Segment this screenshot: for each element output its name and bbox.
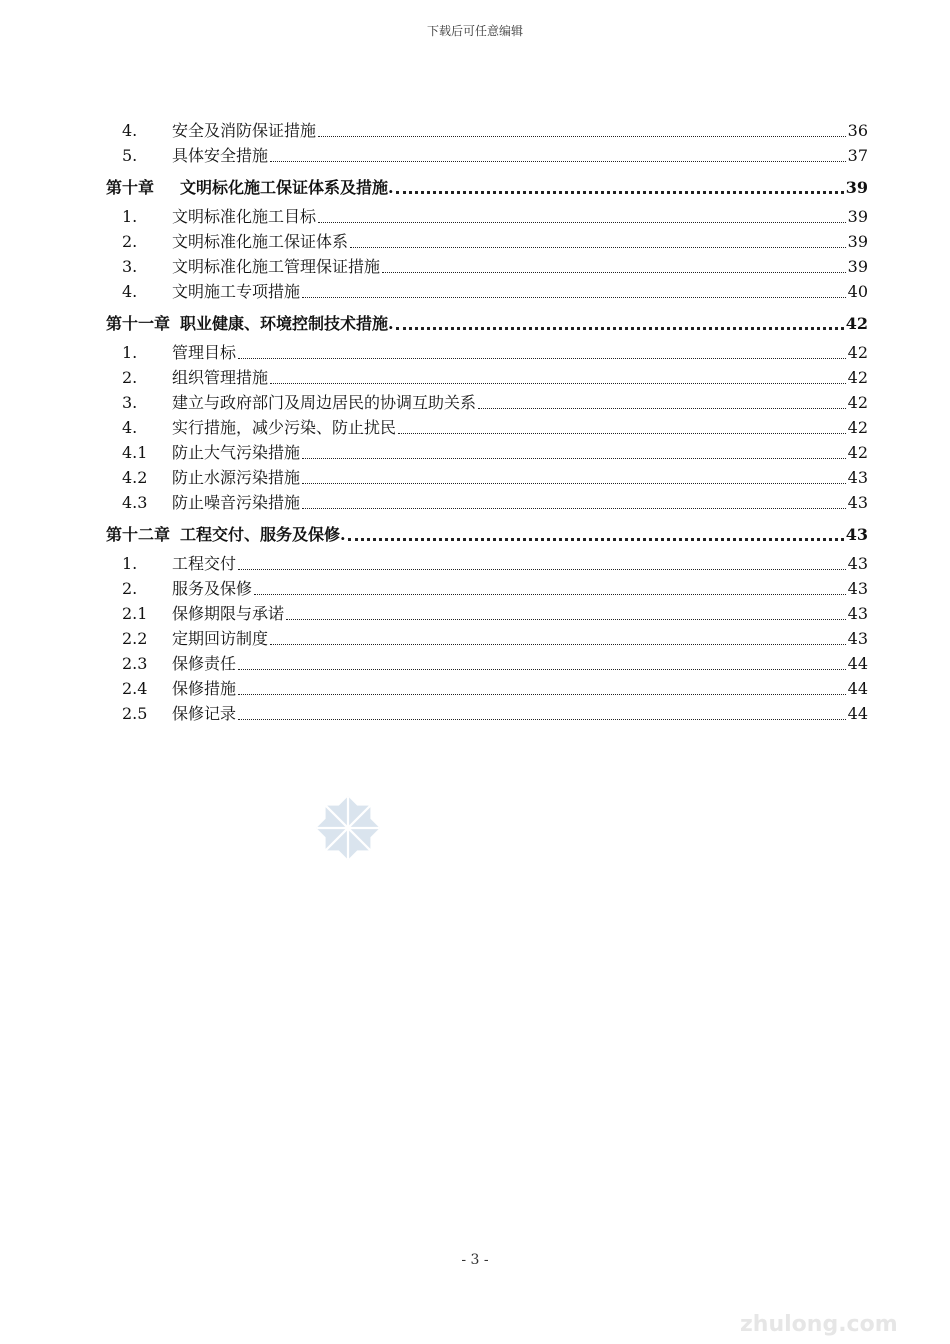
toc-number: 1. xyxy=(122,554,138,573)
toc-number: 2.1 xyxy=(122,604,148,623)
toc-dot-leader xyxy=(238,718,846,720)
toc-title: 文明施工专项措施 xyxy=(172,282,301,301)
toc-dot-leader xyxy=(318,135,846,137)
toc-chapter-row[interactable] xyxy=(106,307,868,334)
brand-watermark: zhulong.com xyxy=(740,1312,898,1337)
toc-number: 第十章 xyxy=(106,178,155,197)
toc-title: 文明标准化施工保证体系 xyxy=(172,232,349,251)
toc-item-row[interactable] xyxy=(106,699,868,724)
toc-page-number: 42 xyxy=(847,368,868,387)
toc-number: 5. xyxy=(122,146,138,165)
toc-dot-leader xyxy=(348,537,844,541)
toc-page-number: 42 xyxy=(847,443,868,462)
toc-dot-leader xyxy=(270,643,846,645)
toc-dot-leader xyxy=(254,593,846,595)
toc-page-number: 44 xyxy=(847,654,868,673)
toc-page-number: 37 xyxy=(847,146,868,165)
toc-title: 实行措施，减少污染、防止扰民 xyxy=(172,418,397,437)
toc-number: 第十一章 xyxy=(106,314,171,333)
toc-item-row[interactable] xyxy=(106,599,868,624)
toc-number: 4.2 xyxy=(122,468,148,487)
toc-title: 文明标准化施工目标 xyxy=(172,207,317,226)
toc-dot-leader xyxy=(270,160,846,162)
toc-page-number: 42 xyxy=(847,418,868,437)
toc-page-number: 43 xyxy=(847,468,868,487)
toc-title: 防止大气污染措施 xyxy=(172,443,301,462)
toc-title: 文明标准化施工管理保证措施 xyxy=(172,257,381,276)
toc-dot-leader xyxy=(238,668,846,670)
toc-title: 建立与政府部门及周边居民的协调互助关系 xyxy=(172,393,477,412)
toc-dot-leader xyxy=(270,382,846,384)
toc-page-number: 40 xyxy=(847,282,868,301)
toc-item-row[interactable] xyxy=(106,649,868,674)
toc-title: 工程交付、服务及保修. xyxy=(180,525,346,544)
toc-dot-leader xyxy=(238,693,846,695)
toc-number: 2. xyxy=(122,579,138,598)
toc-page-number: 43 xyxy=(847,554,868,573)
toc-page-number: 42 xyxy=(845,314,868,333)
toc-item-row[interactable] xyxy=(106,549,868,574)
toc-dot-leader xyxy=(302,482,846,484)
toc-title: 保修期限与承诺 xyxy=(172,604,285,623)
toc-number: 2.4 xyxy=(122,679,148,698)
toc-dot-leader xyxy=(238,568,846,570)
toc-number: 2.3 xyxy=(122,654,148,673)
toc-number: 4.3 xyxy=(122,493,148,512)
toc-title: 具体安全措施 xyxy=(172,146,269,165)
toc-dot-leader xyxy=(318,221,846,223)
toc-chapter-row[interactable] xyxy=(106,518,868,545)
toc-page-number: 43 xyxy=(847,629,868,648)
toc-dot-leader xyxy=(302,507,846,509)
toc-title: 定期回访制度 xyxy=(172,629,269,648)
toc-title: 防止水源污染措施 xyxy=(172,468,301,487)
toc-item-row[interactable] xyxy=(106,227,868,252)
toc-number: 2.2 xyxy=(122,629,148,648)
toc-page-number: 42 xyxy=(847,343,868,362)
toc-dot-leader xyxy=(302,296,846,298)
toc-page-number: 39 xyxy=(845,178,868,197)
table-of-contents xyxy=(106,116,868,724)
toc-chapter-row[interactable] xyxy=(106,171,868,198)
toc-title: 保修责任 xyxy=(172,654,237,673)
toc-item-row[interactable] xyxy=(106,463,868,488)
toc-title: 保修措施 xyxy=(172,679,237,698)
toc-dot-leader xyxy=(396,326,844,330)
toc-item-row[interactable] xyxy=(106,202,868,227)
toc-title: 安全及消防保证措施 xyxy=(172,121,317,140)
toc-dot-leader xyxy=(396,190,844,194)
toc-title: 防止噪音污染措施 xyxy=(172,493,301,512)
toc-title: 组织管理措施 xyxy=(172,368,269,387)
toc-title: 服务及保修 xyxy=(172,579,253,598)
toc-page-number: 36 xyxy=(847,121,868,140)
toc-title: 工程交付 xyxy=(172,554,237,573)
toc-dot-leader xyxy=(382,271,846,273)
watermark-logo-icon xyxy=(292,772,404,884)
toc-number: 1. xyxy=(122,207,138,226)
toc-number: 1. xyxy=(122,343,138,362)
toc-number: 2. xyxy=(122,232,138,251)
toc-dot-leader xyxy=(238,357,846,359)
toc-page-number: 43 xyxy=(845,525,868,544)
toc-number: 3. xyxy=(122,393,138,412)
toc-item-row[interactable] xyxy=(106,413,868,438)
toc-item-row[interactable] xyxy=(106,116,868,141)
toc-page-number: 43 xyxy=(847,493,868,512)
toc-number: 2.5 xyxy=(122,704,148,723)
toc-page-number: 44 xyxy=(847,704,868,723)
toc-number: 2. xyxy=(122,368,138,387)
toc-item-row[interactable] xyxy=(106,574,868,599)
toc-dot-leader xyxy=(286,618,846,620)
toc-item-row[interactable] xyxy=(106,438,868,463)
toc-number: 第十二章 xyxy=(106,525,171,544)
toc-title: 保修记录 xyxy=(172,704,237,723)
page-header: 下载后可任意编辑 xyxy=(426,24,523,38)
toc-dot-leader xyxy=(350,246,846,248)
toc-item-row[interactable] xyxy=(106,488,868,513)
toc-page-number: 42 xyxy=(847,393,868,412)
toc-item-row[interactable] xyxy=(106,277,868,302)
toc-dot-leader xyxy=(398,432,846,434)
toc-page-number: 39 xyxy=(847,232,868,251)
toc-page-number: 43 xyxy=(847,604,868,623)
toc-page-number: 39 xyxy=(847,257,868,276)
toc-item-row[interactable] xyxy=(106,674,868,699)
toc-number: 4. xyxy=(122,121,138,140)
toc-item-row[interactable] xyxy=(106,252,868,277)
toc-number: 3. xyxy=(122,257,138,276)
toc-item-row[interactable] xyxy=(106,363,868,388)
toc-item-row[interactable] xyxy=(106,388,868,413)
toc-item-row[interactable] xyxy=(106,624,868,649)
toc-item-row[interactable] xyxy=(106,338,868,363)
toc-number: 4. xyxy=(122,418,138,437)
toc-title: 职业健康、环境控制技术措施. xyxy=(180,314,394,333)
page-number: - 3 - xyxy=(461,1252,489,1268)
toc-title: 管理目标 xyxy=(172,343,237,362)
toc-dot-leader xyxy=(478,407,846,409)
toc-page-number: 43 xyxy=(847,579,868,598)
toc-page-number: 44 xyxy=(847,679,868,698)
toc-number: 4. xyxy=(122,282,138,301)
toc-page-number: 39 xyxy=(847,207,868,226)
toc-dot-leader xyxy=(302,457,846,459)
toc-title: 文明标化施工保证体系及措施. xyxy=(180,178,394,197)
toc-number: 4.1 xyxy=(122,443,148,462)
toc-item-row[interactable] xyxy=(106,141,868,166)
